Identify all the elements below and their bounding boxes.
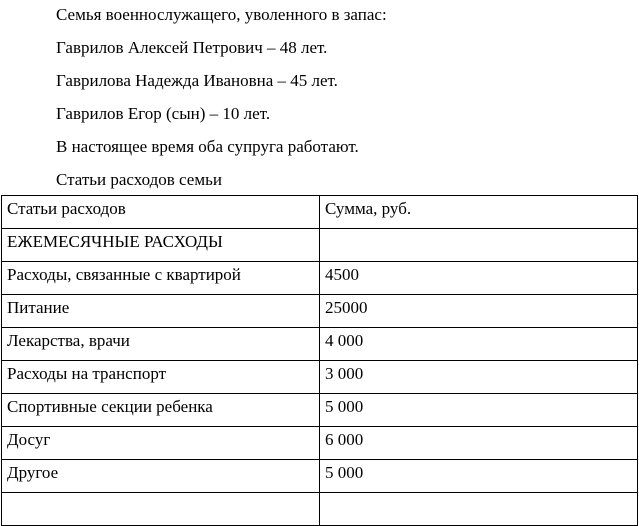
amount-cell: 25000 [320,295,638,328]
expense-item-cell [2,493,320,526]
table-row [2,361,638,394]
family-member-son: Гаврилов Егор (сын) – 10 лет. [56,104,271,123]
expense-item-cell: Досуг [2,427,320,460]
table-row [2,493,638,526]
header-expense-item: Статьи расходов [2,196,320,229]
table-row [2,262,638,295]
expense-item-cell: Спортивные секции ребенка [2,394,320,427]
expenses-table [1,195,638,526]
expense-item-cell: Лекарства, врачи [2,328,320,361]
expense-item-cell: Расходы, связанные с квартирой [2,262,320,295]
expense-item-cell: Питание [2,295,320,328]
amount-cell [320,493,638,526]
table-row [2,229,638,262]
expense-item-cell: Другое [2,460,320,493]
employment-note: В настоящее время оба супруга работают. [56,137,359,156]
table-header-row [2,196,638,229]
amount-cell: 4500 [320,262,638,295]
expense-item-cell: ЕЖЕМЕСЯЧНЫЕ РАСХОДЫ [2,229,320,262]
table-row [2,295,638,328]
amount-cell: 6 000 [320,427,638,460]
intro-text: Семья военнослужащего, уволенного в запас: [56,5,387,24]
amount-cell: 5 000 [320,460,638,493]
family-member-father: Гаврилов Алексей Петрович – 48 лет. [56,38,328,57]
table-row [2,460,638,493]
amount-cell: 3 000 [320,361,638,394]
header-amount: Сумма, руб. [320,196,638,229]
table-caption: Статьи расходов семьи [56,170,222,189]
expense-item-cell: Расходы на транспорт [2,361,320,394]
family-member-mother: Гаврилова Надежда Ивановна – 45 лет. [56,71,338,90]
amount-cell: 4 000 [320,328,638,361]
amount-cell [320,229,638,262]
table-row [2,328,638,361]
amount-cell: 5 000 [320,394,638,427]
table-row [2,427,638,460]
table-row [2,394,638,427]
